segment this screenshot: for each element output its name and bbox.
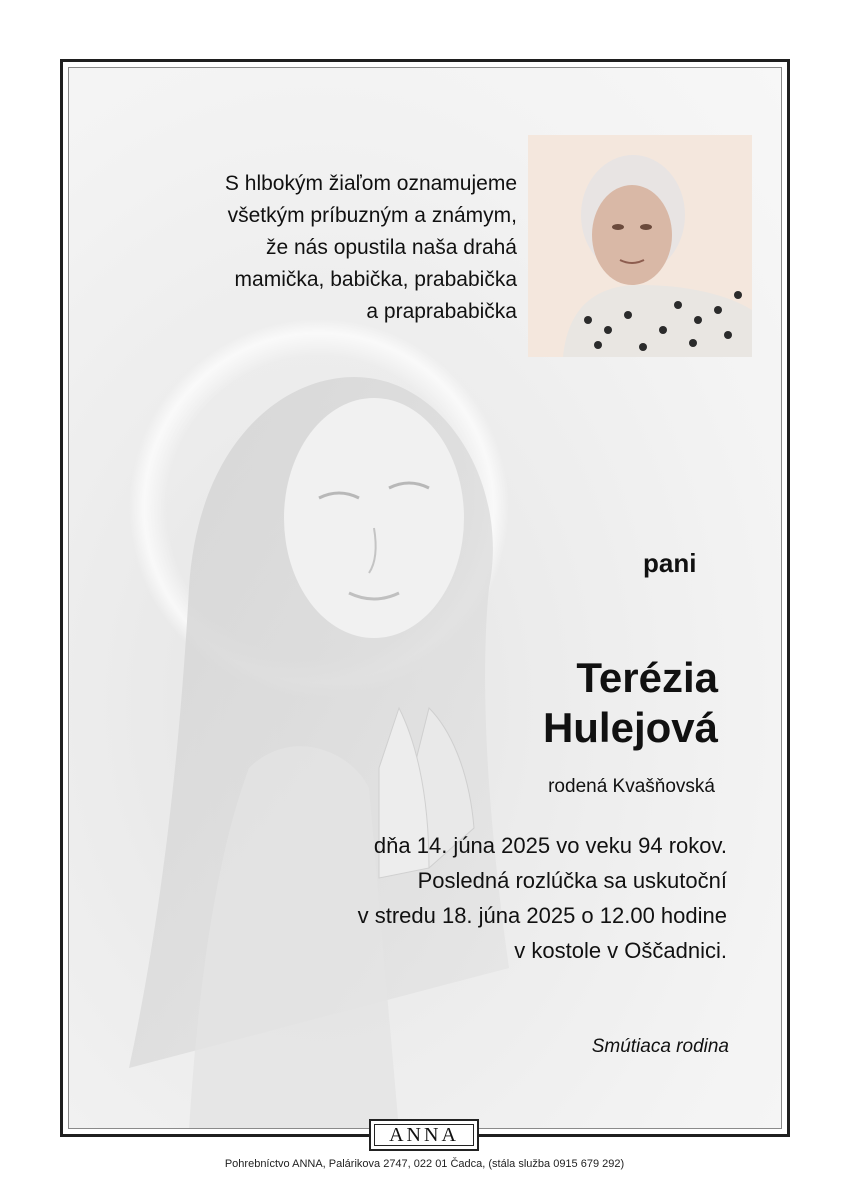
deceased-name (543, 653, 718, 753)
detail-line: Posledná rozlúčka sa uskutoční (417, 868, 727, 893)
announcement-intro (157, 168, 517, 328)
detail-line: v kostole v Oščadnici. (514, 938, 727, 963)
intro-line: mamička, babička, prababička (234, 268, 517, 291)
intro-line: a praprababička (366, 300, 517, 323)
title-word: pani (643, 548, 697, 578)
portrait-photo (528, 135, 752, 357)
logo-text: ANNA (389, 1123, 459, 1146)
intro-line: S hlbokým žiaľom oznamujeme (224, 172, 517, 195)
last-name: Hulejová (542, 704, 718, 751)
birth-name: rodená Kvašňovská (548, 776, 715, 797)
footer-address: Pohrebníctvo ANNA, Palárikova 2747, 022 01 Čadca, (stála služba 0915 679 292) (224, 1158, 625, 1170)
first-name: Terézia (576, 654, 718, 701)
intro-line: že nás opustila naša drahá (265, 236, 517, 259)
intro-line: všetkým príbuzným a známym, (227, 204, 517, 227)
funeral-details (358, 828, 727, 968)
anna-logo (369, 1119, 479, 1151)
detail-line: v stredu 18. júna 2025 o 12.00 hodine (357, 903, 727, 928)
obituary-card (68, 67, 782, 1129)
signature: Smútiaca rodina (591, 1036, 729, 1057)
detail-line: dňa 14. júna 2025 vo veku 94 rokov. (373, 833, 727, 858)
